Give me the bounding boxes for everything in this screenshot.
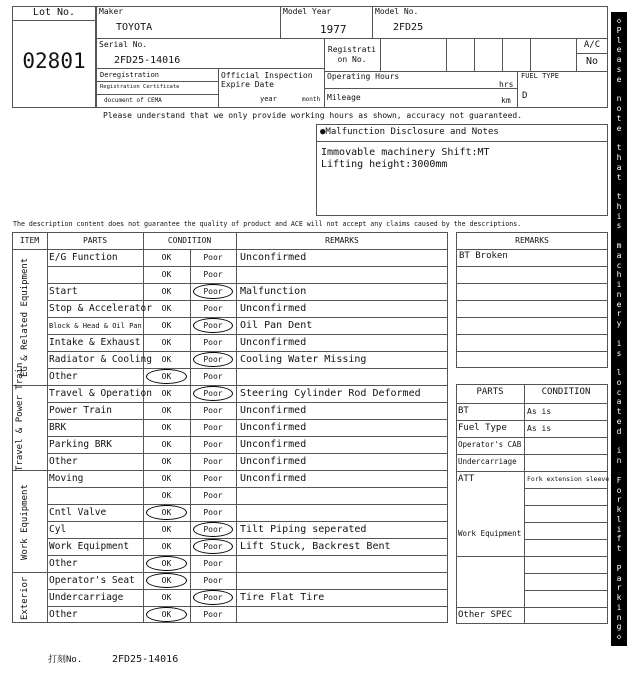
row-part: Travel & Operation <box>49 388 152 399</box>
row-part: Work Equipment <box>49 541 130 552</box>
parts-header: PARTS <box>82 236 108 245</box>
row-remark: Oil Pan Dent <box>240 320 313 331</box>
poor-option[interactable]: Poor <box>203 559 223 568</box>
malfunction-line-2: Lifting height:3000mm <box>321 159 448 170</box>
lot-label: Lot No. <box>32 7 76 18</box>
ok-option[interactable]: OK <box>161 457 172 466</box>
ok-option[interactable]: OK <box>161 576 172 585</box>
ac-value: No <box>585 56 599 67</box>
right-part-name: Other SPEC <box>458 610 513 620</box>
right-part-condition: As is <box>527 424 552 433</box>
row-remark: Tire Flat Tire <box>240 592 325 603</box>
hours-notice: Please understand that we only provide working hours as shown, accuracy not guaranteed. <box>103 111 523 120</box>
poor-option[interactable]: Poor <box>203 321 223 330</box>
row-remark: Unconfirmed <box>240 405 307 416</box>
ok-option[interactable]: OK <box>161 440 172 449</box>
poor-option[interactable]: Poor <box>203 270 223 279</box>
poor-option[interactable]: Poor <box>203 287 223 296</box>
ok-option[interactable]: OK <box>161 372 172 381</box>
poor-option[interactable]: Poor <box>203 355 223 364</box>
poor-option[interactable]: Poor <box>203 372 223 381</box>
ok-option[interactable]: OK <box>161 491 172 500</box>
row-part: Moving <box>49 473 84 484</box>
row-remark: Unconfirmed <box>240 439 307 450</box>
row-remark: Unconfirmed <box>240 337 307 348</box>
maker-value: TOYOTA <box>116 22 153 33</box>
malfunction-title: ●Malfunction Disclosure and Notes <box>320 127 499 137</box>
ok-circle <box>146 573 187 588</box>
ok-option[interactable]: OK <box>161 253 172 262</box>
row-remark: Steering Cylinder Rod Deformed <box>240 388 421 399</box>
row-remark: Malfunction <box>240 286 307 297</box>
inspection-label: Official Inspection Expire Date <box>221 71 313 90</box>
poor-option[interactable]: Poor <box>203 593 223 602</box>
poor-option[interactable]: Poor <box>203 542 223 551</box>
row-remark: Unconfirmed <box>240 303 307 314</box>
right-part-name: ATT <box>458 474 475 484</box>
poor-option[interactable]: Poor <box>203 440 223 449</box>
poor-option[interactable]: Poor <box>203 491 223 500</box>
right-parts-header: PARTS <box>476 387 504 397</box>
right-part-name: Operator's CAB <box>458 440 522 449</box>
deregistration-label: Deregistration <box>100 71 160 79</box>
condition-header: CONDITION <box>167 236 212 245</box>
row-part: Operator's Seat <box>49 575 135 586</box>
ok-option[interactable]: OK <box>161 355 172 364</box>
poor-option[interactable]: Poor <box>203 253 223 262</box>
poor-circle <box>193 284 233 299</box>
mileage-unit: km <box>501 96 511 105</box>
disclaimer: The description content does not guarantee the quality of product and ACE will not accept any claims caused by the descriptions. <box>13 220 522 228</box>
poor-circle <box>193 539 233 554</box>
row-remark: Unconfirmed <box>240 252 307 263</box>
ok-option[interactable]: OK <box>161 423 172 432</box>
row-part: Intake & Exhaust <box>49 337 141 348</box>
item-header: ITEM <box>19 236 40 245</box>
right-remarks-header: REMARKS <box>515 236 549 245</box>
row-remark: Unconfirmed <box>240 473 307 484</box>
row-remark: Unconfirmed <box>240 422 307 433</box>
poor-option[interactable]: Poor <box>203 457 223 466</box>
poor-option[interactable]: Poor <box>203 389 223 398</box>
malfunction-box <box>316 124 608 216</box>
registration-label: Registrati on No. <box>327 45 377 64</box>
right-part-name: Work Equipment <box>458 529 522 538</box>
ok-option[interactable]: OK <box>161 474 172 483</box>
row-part: Cyl <box>49 524 67 535</box>
ok-circle <box>146 607 187 622</box>
row-part: Undercarriage <box>49 592 124 603</box>
serial-label: Serial No. <box>99 40 148 49</box>
poor-option[interactable]: Poor <box>203 406 223 415</box>
lot-number: 02801 <box>22 49 86 73</box>
ok-option[interactable]: OK <box>161 338 172 347</box>
row-part: E/G Function <box>49 252 118 263</box>
stamp-value: 2FD25-14016 <box>112 654 179 665</box>
poor-option[interactable]: Poor <box>203 525 223 534</box>
row-part: Start <box>49 286 78 297</box>
hours-unit: hrs <box>499 80 514 89</box>
inspection-year: year <box>260 95 277 103</box>
ok-option[interactable]: OK <box>161 406 172 415</box>
remarks-header: REMARKS <box>325 236 359 245</box>
group-work-equipment: Work Equipment <box>20 484 30 560</box>
row-part: Radiator & Cooling <box>49 354 152 365</box>
row-remark: Tilt Piping seperated <box>240 524 367 535</box>
poor-circle <box>193 318 233 333</box>
row-part: Power Train <box>49 405 112 416</box>
maker-label: Maker <box>99 7 124 16</box>
poor-circle <box>193 352 233 367</box>
ok-option[interactable]: OK <box>161 542 172 551</box>
ok-option[interactable]: OK <box>161 287 172 296</box>
row-part: Parking BRK <box>49 439 112 450</box>
row-remark: Cooling Water Missing <box>240 354 367 365</box>
ok-option[interactable]: OK <box>161 559 172 568</box>
ok-circle <box>146 556 187 571</box>
row-part: Other <box>49 609 78 620</box>
ok-option[interactable]: OK <box>161 610 172 619</box>
group-eg-related: EG & Related Equipment <box>20 257 30 377</box>
poor-option[interactable]: Poor <box>203 304 223 313</box>
ok-option[interactable]: OK <box>161 525 172 534</box>
model-no-label: Model No. <box>375 7 419 16</box>
group-exterior: Exterior <box>20 576 30 620</box>
row-part: Block & Head & Oil Pan <box>49 322 142 330</box>
ok-circle <box>146 369 187 384</box>
right-remark-bt-broken: BT Broken <box>459 251 508 261</box>
poor-option[interactable]: Poor <box>203 338 223 347</box>
ok-circle <box>146 505 187 520</box>
right-part-condition: As is <box>527 407 552 416</box>
right-part-name: Undercarriage <box>458 457 517 466</box>
row-part: BRK <box>49 422 67 433</box>
ok-option[interactable]: OK <box>161 508 172 517</box>
poor-option[interactable]: Poor <box>203 508 223 517</box>
cema-label: document of CEMA <box>104 97 162 104</box>
ok-option[interactable]: OK <box>161 304 172 313</box>
model-year-value: 1977 <box>320 23 347 36</box>
poor-option[interactable]: Poor <box>203 423 223 432</box>
ok-option[interactable]: OK <box>161 270 172 279</box>
row-remark: Lift Stuck, Backrest Bent <box>240 541 391 552</box>
fuel-type-label: FUEL TYPE <box>521 72 559 80</box>
right-part-condition: Fork extension sleeve <box>527 475 610 483</box>
poor-circle <box>193 386 233 401</box>
poor-option[interactable]: Poor <box>203 474 223 483</box>
inspection-month: month <box>302 96 321 103</box>
model-no-value: 2FD25 <box>393 22 424 33</box>
malfunction-line-1: Immovable machinery Shift:MT <box>321 147 490 158</box>
row-part: Other <box>49 456 78 467</box>
side-note-bar: ◇ P l e a s e n o t e t h a t t h i s m a c h i n e r y i s l o c a t e d i n F o r k l i f t P a r k i n g ◇ <box>611 12 627 646</box>
poor-circle <box>193 590 233 605</box>
ok-option[interactable]: OK <box>161 321 172 330</box>
group-travel-power: Travel & Power Train <box>15 362 25 471</box>
row-part: Other <box>49 371 78 382</box>
poor-option[interactable]: Poor <box>203 610 223 619</box>
registration-certificate-label: Registration Certificate <box>100 84 180 90</box>
right-condition-header: CONDITION <box>541 387 591 397</box>
hours-label: Operating Hours <box>327 72 400 81</box>
stamp-label: 打刻No. <box>48 655 83 665</box>
row-remark: Unconfirmed <box>240 456 307 467</box>
ok-option[interactable]: OK <box>161 389 172 398</box>
right-part-name: Fuel Type <box>458 423 507 433</box>
row-part: Other <box>49 558 78 569</box>
poor-circle <box>193 522 233 537</box>
ac-label: A/C <box>583 40 601 50</box>
row-part: Cntl Valve <box>49 507 107 518</box>
row-part: Stop & Accelerator <box>49 303 152 314</box>
model-year-label: Model Year <box>283 7 332 16</box>
right-part-name: BT <box>458 406 469 416</box>
fuel-type-value: D <box>522 91 528 101</box>
mileage-label: Mileage <box>327 93 361 102</box>
poor-option[interactable]: Poor <box>203 576 223 585</box>
ok-option[interactable]: OK <box>161 593 172 602</box>
serial-value: 2FD25-14016 <box>114 55 181 66</box>
